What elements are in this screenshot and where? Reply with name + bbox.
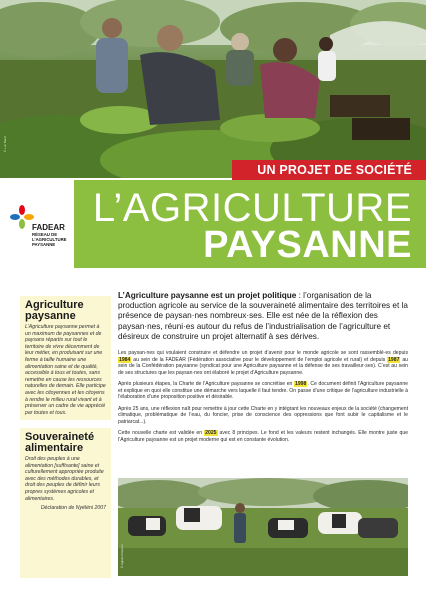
text-run: au sein de la FADEAR (Fédération associative pour le développement de l’emploi agricole et rural) et depuis [131,356,388,363]
sidebar-text: L’Agriculture paysanne permet à un maximum de paysannes et de paysans répartis sur tout le territoire de vivre décemment de leur métier, en produisant sur une ferme à taille humaine une alimentation saine et de qualité, accessible à tous et toutes, sans remettre en cause les ressources naturelles de demain. Elle participe avec les citoyennes et les citoyens à rendre le milieu rural vivant et à préserver un cadre de vie apprécié par toutes et tous. [25,324,106,416]
section-band [232,160,426,180]
main-content [118,291,408,448]
sidebar-text: Droit des peuples à une alimentation [suffisante] saine et culturellement appropriée produite avec des méthodes durables, et droit des peuples de définir leurs propres systèmes agricoles et alimentaires. [25,456,104,502]
text-run: Les paysan·nes qui voulaient construire et défendre un projet d’avenir pour le monde agricole se sont rassemblé·es depuis [118,350,408,357]
paragraph-update: Après 25 ans, une réflexion naît pour remettre à jour cette Charte en y intégrant les nouveaux enjeux de la société (changement climatique, problématique de l’eau, du foncier, prise de conscience des oppressions que font subir le capitalisme et le patriarcat...). [118,405,408,425]
highlight-year: 1987 [388,356,400,363]
paragraph-new-charter [118,430,408,443]
highlight-year: 2025 [205,430,217,437]
highlight-year: 1984 [119,356,131,363]
sidebar-heading: Souveraineté alimentaire [25,431,95,454]
text-run: avec 8 principes. Le fond et les valeurs restent inchangés. Elle montre juste que l’Agriculture paysanne est un projet moderne qui est en constante évolution. [118,430,409,443]
logo-subtitle: RÉSEAU DE L’AGRICULTURE PAYSANNE [32,232,67,247]
page-title-line1: L’AGRICULTURE [92,186,412,230]
highlight-year: 1998 [295,381,307,388]
cows-photo-illustration [118,478,408,576]
hero-photo-illustration [0,0,426,178]
text-run: Après plusieurs étapes, la Charte de l’Agriculture paysanne se concrétise en [118,381,294,388]
text-run: Cette nouvelle charte est validée en [118,430,205,437]
cows-photo [118,478,408,576]
sidebar-box-souverainete [20,428,111,578]
cows-photo-credit: © Agnès Cresson [120,544,124,568]
hero-photo [0,0,426,178]
lead-rest: : l’organisation de la production agricole au service de la souveraineté alimentaire des territoires et la présence de paysan·nes nombreux·ses. Elle est née de la réflexion des paysan·nes, réuni·es autour du refus de l’industrialisation de l’agriculture et désireux de construire un projet alternatif à ses dérives. [118,291,408,341]
text-run: au sein de la Confédération paysanne (syndicat pour une Agriculture paysanne et la défense de ses travailleur·ses). C’est au sein de ses structures que les paysan·nes ont élaboré le projet d’Agriculture paysanne. [118,356,408,376]
lead-bold: L’Agriculture paysanne est un projet politique [118,291,297,300]
text-run: . Ce document définit l’Agriculture paysanne et explique en quoi elle constitue une démarche vers laquelle il faut tendre. On passe d’une critique de l’agriculture industrielle à l’élaboration d’une proposition positive et désirable. [118,381,408,401]
fadear-flower-icon [10,205,34,229]
section-band-label: UN PROJET DE SOCIÉTÉ [257,163,412,177]
title-block [74,180,426,268]
sidebar-box-agriculture-paysanne [20,296,111,420]
paragraph-history [118,350,408,376]
paragraph-charter [118,381,408,401]
sidebar-source: Déclaration de Nyéléni 2007 [40,505,106,512]
lead-paragraph [118,291,408,342]
fadear-logo [10,205,76,250]
sidebar-heading: Agriculture paysanne [25,299,84,322]
hero-photo-credit: © Luc Biard [3,136,7,152]
page-title-line2: PAYSANNE [203,224,412,266]
logo-name: FADEAR [32,223,65,232]
